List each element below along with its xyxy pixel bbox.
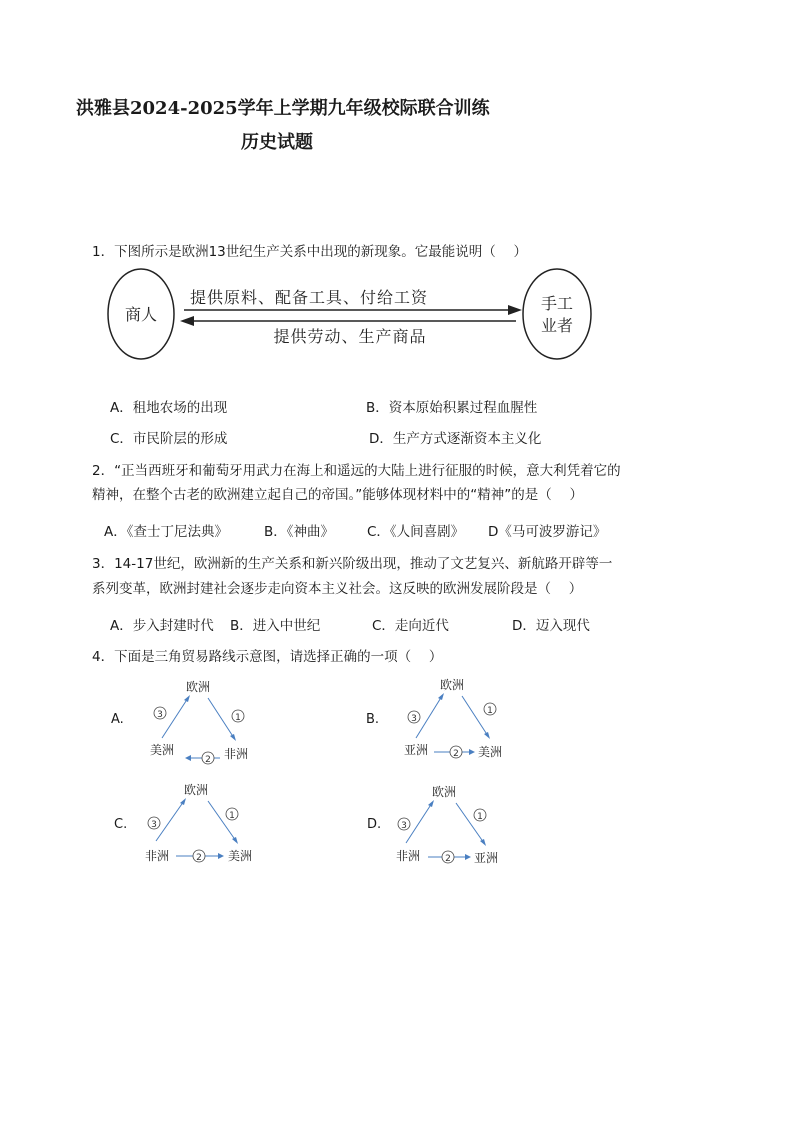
q3-stem-line1: 3．14-17世纪，欧洲新的生产关系和新兴阶级出现，推动了文艺复兴、新航路开辟等一 (92, 556, 613, 572)
q1-diagram (104, 268, 594, 364)
q2-stem-line1: 2．“正当西班牙和葡萄牙用武力在海上和遥远的大陆上进行征服的时候，意大利凭着它的 (92, 463, 621, 479)
svg-text:3: 3 (151, 820, 157, 830)
node-right: 美洲 (477, 745, 503, 759)
craftsman-ellipse (523, 269, 591, 359)
q1-option-b: B．资本原始积累过程血腥性 (366, 400, 538, 416)
svg-text:1: 1 (235, 713, 241, 723)
q3-option-c: C．走向近代 (372, 618, 449, 634)
node-top: 欧洲 (185, 680, 211, 694)
svg-text:1: 1 (487, 706, 493, 716)
svg-text:2: 2 (205, 755, 211, 765)
node-left: 非洲 (144, 849, 170, 863)
q4-stem: 4．下面是三角贸易路线示意图，请选择正确的一项（ ） (92, 649, 443, 665)
bottom-arrow-label: 提供劳动、生产商品 (273, 327, 427, 346)
node-top: 欧洲 (183, 783, 209, 797)
svg-text:2: 2 (445, 854, 451, 864)
node-left: 美洲 (149, 743, 175, 757)
node-top: 欧洲 (431, 785, 457, 799)
q3-stem-line2: 系列变革，欧洲封建社会逐步走向资本主义社会。这反映的欧洲发展阶段是（ ） (92, 581, 583, 597)
svg-text:1: 1 (229, 811, 235, 821)
svg-text:2: 2 (196, 853, 202, 863)
svg-text:3: 3 (401, 821, 407, 831)
node-top: 欧洲 (439, 678, 465, 692)
merchant-label: 商人 (124, 305, 158, 324)
node-right: 非洲 (223, 747, 249, 761)
exam-subtitle: 历史试题 (241, 132, 313, 153)
q3-option-a: A．步入封建时代 (110, 618, 214, 634)
q2-stem-line2: 精神，在整个古老的欧洲建立起自己的帝国。”能够体现材料中的“精神”的是（ ） (92, 487, 584, 503)
top-arrowhead (508, 305, 522, 315)
node-right: 美洲 (227, 849, 253, 863)
q1-option-d: D．生产方式逐渐资本主义化 (369, 431, 542, 447)
q4-diagram-c (140, 779, 270, 869)
q2-option-a: A．《查士丁尼法典》 (104, 524, 228, 540)
q3-option-d: D．迈入现代 (512, 618, 590, 634)
q4-option-b-letter: B. (366, 712, 380, 727)
q4-option-c-letter: C. (114, 817, 128, 832)
q4-diagram-d (392, 781, 522, 871)
svg-text:3: 3 (411, 714, 417, 724)
top-arrow-label: 提供原料、配备工具、付给工资 (189, 288, 429, 307)
q1-option-c: C．市民阶层的形成 (110, 431, 228, 447)
q2-option-b: B．《神曲》 (264, 524, 335, 540)
q4-diagram-b (394, 674, 524, 764)
q1-stem: 1．下图所示是欧洲13世纪生产关系中出现的新现象。它最能说明（ ） (92, 244, 528, 260)
svg-text:3: 3 (157, 710, 163, 720)
craftsman-label-1: 手工 (540, 294, 574, 313)
node-left: 非洲 (395, 849, 421, 863)
q4-option-d-letter: D. (367, 817, 382, 832)
q3-option-b: B．进入中世纪 (230, 618, 321, 634)
bottom-arrowhead (180, 316, 194, 326)
q2-option-c: C．《人间喜剧》 (367, 524, 465, 540)
svg-text:2: 2 (453, 749, 459, 759)
node-left: 亚洲 (403, 743, 429, 757)
q1-option-a: A．租地农场的出现 (110, 400, 228, 416)
svg-text:1: 1 (477, 812, 483, 822)
q4-option-a-letter: A. (111, 712, 124, 727)
exam-title: 洪雅县2024-2025学年上学期九年级校际联合训练 (76, 98, 490, 119)
craftsman-label-2: 业者 (540, 316, 574, 335)
q4-diagram-a (140, 676, 270, 766)
node-right: 亚洲 (473, 851, 499, 865)
q2-option-d: D《马可波罗游记》 (488, 524, 607, 540)
